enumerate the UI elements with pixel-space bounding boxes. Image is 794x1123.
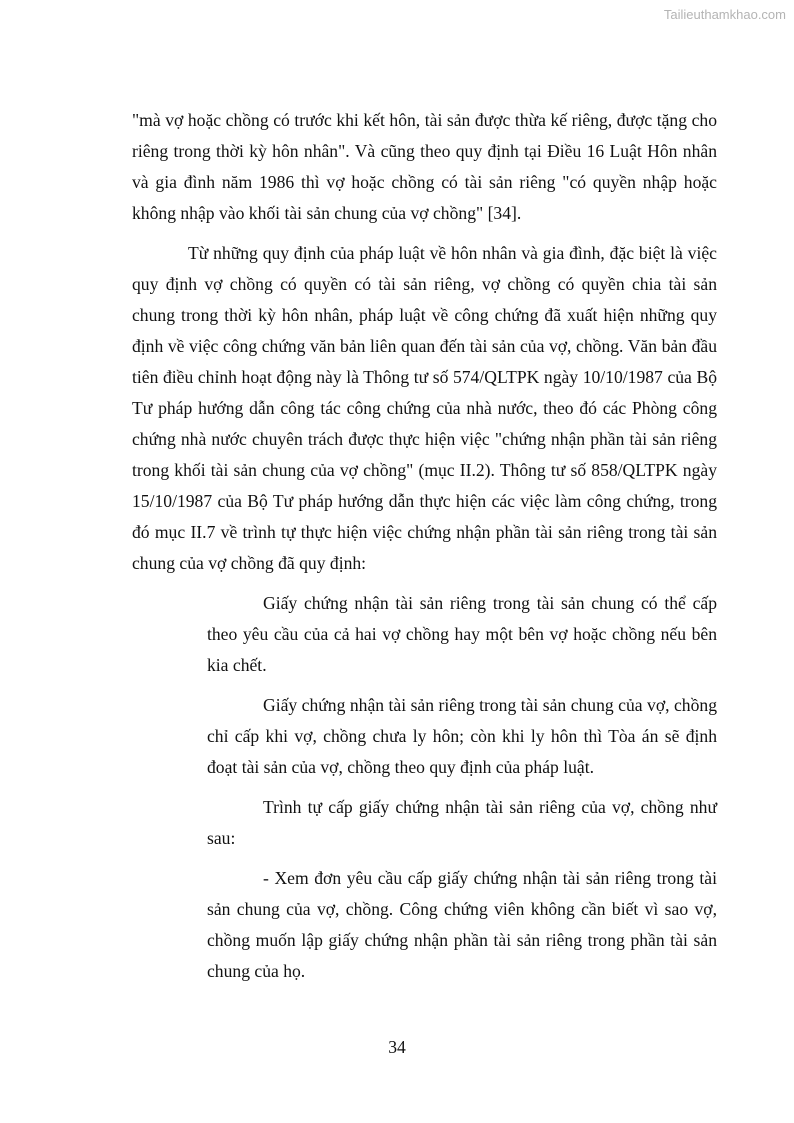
page-number: 34	[388, 1037, 406, 1057]
quote-paragraph-2: Giấy chứng nhận tài sản riêng trong tài sản chung của vợ, chồng chỉ cấp khi vợ, chồng chưa ly hôn; còn khi ly hôn thì Tòa án sẽ định đoạt tài sản của vợ, chồng theo quy định của pháp luật.	[207, 695, 717, 777]
document-body	[132, 105, 717, 996]
quote-paragraph-3: Trình tự cấp giấy chứng nhận tài sản riêng của vợ, chồng như sau:	[207, 797, 717, 848]
block-quote	[207, 588, 717, 987]
quote-paragraph-1: Giấy chứng nhận tài sản riêng trong tài sản chung có thể cấp theo yêu cầu của cả hai vợ chồng hay một bên vợ hoặc chồng nếu bên kia chết.	[207, 593, 717, 675]
quote-paragraph-4: - Xem đơn yêu cầu cấp giấy chứng nhận tài sản riêng trong tài sản chung của vợ, chồng. Công chứng viên không cần biết vì sao vợ, chồng muốn lập giấy chứng nhận phần tài sản riêng trong phần tài sản chung của họ.	[207, 868, 717, 981]
watermark-text: Tailieuthamkhao.com	[663, 7, 786, 22]
paragraph-notarization-history: Từ những quy định của pháp luật về hôn nhân và gia đình, đặc biệt là việc quy định vợ chồng có quyền có tài sản riêng, vợ chồng có quyền chia tài sản chung trong thời kỳ hôn nhân, pháp luật về công chứng đã xuất hiện những quy định về việc công chứng văn bản liên quan đến tài sản của vợ, chồng. Văn bản đầu tiên điều chỉnh hoạt động này là Thông tư số 574/QLTPK ngày 10/10/1987 của Bộ Tư pháp hướng dẫn công tác công chứng của nhà nước, theo đó các Phòng công chứng nhà nước chuyên trách được thực hiện việc "chứng nhận phần tài sản riêng trong khối tài sản chung của vợ chồng" (mục II.2). Thông tư số 858/QLTPK ngày 15/10/1987 của Bộ Tư pháp hướng dẫn thực hiện các việc làm công chứng, trong đó mục II.7 về trình tự thực hiện việc chứng nhận phần tài sản riêng trong tài sản chung của vợ chồng đã quy định:	[132, 243, 717, 573]
paragraph-continuation: "mà vợ hoặc chồng có trước khi kết hôn, tài sản được thừa kế riêng, được tặng cho riêng trong thời kỳ hôn nhân". Và cũng theo quy định tại Điều 16 Luật Hôn nhân và gia đình năm 1986 thì vợ hoặc chồng có tài sản riêng "có quyền nhập hoặc không nhập vào khối tài sản chung của vợ chồng" [34].	[132, 110, 717, 223]
